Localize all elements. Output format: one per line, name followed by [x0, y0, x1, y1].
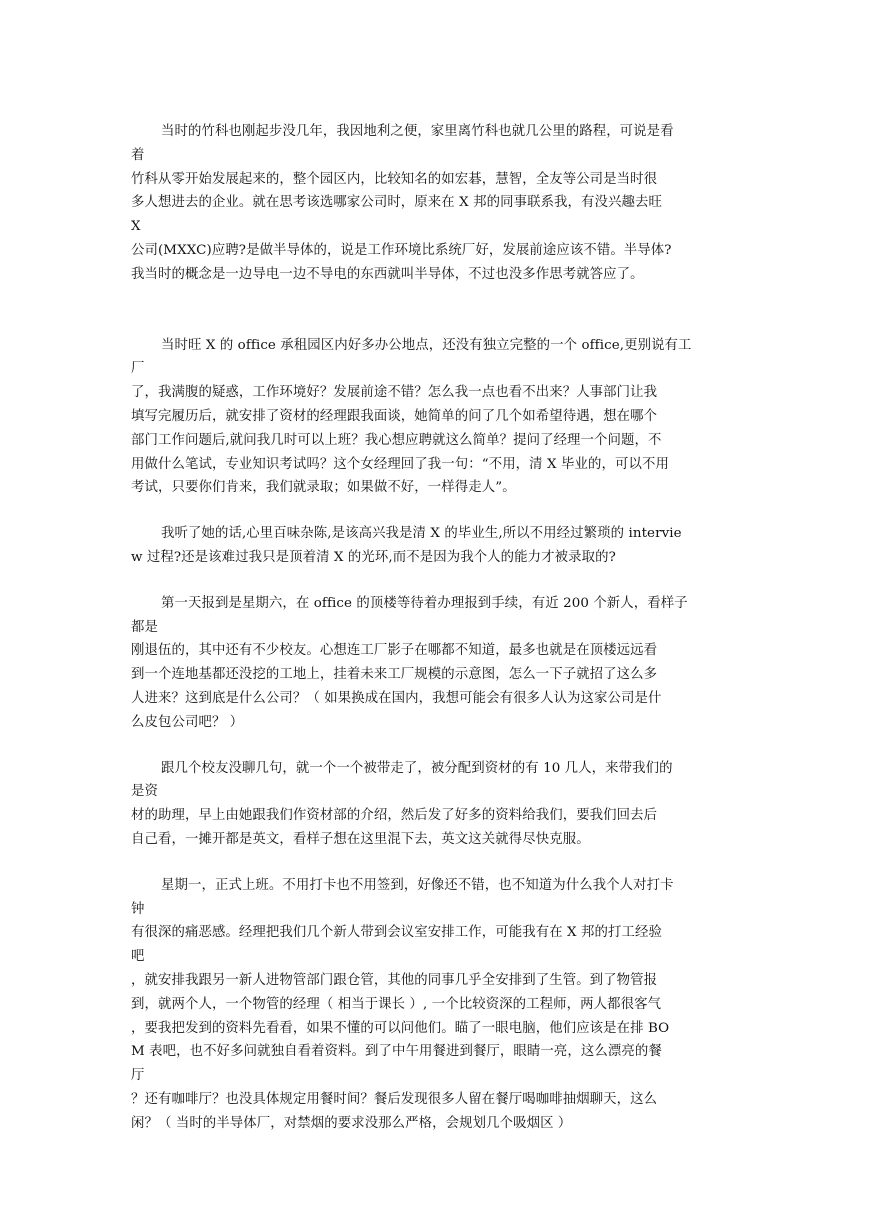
text-line: 星期一，正式上班。不用打卡也不用签到，好像还不错，也不知道为什么我个人对打卡: [161, 877, 674, 893]
paragraph-spacer: [131, 735, 741, 757]
text-line: 自己看，一摊开都是英文，看样子想在这里混下去，英文这关就得尽快克服。: [131, 831, 590, 847]
text-line: 有很深的痛恶感。经理把我们几个新人带到会议室安排工作，可能我有在 X 邦的打工经验: [131, 925, 662, 941]
text-line: X: [131, 219, 141, 235]
text-line: 着: [131, 147, 145, 163]
paragraph-3: [131, 522, 741, 570]
text-line: 都是: [131, 619, 158, 635]
text-line: 厂: [131, 361, 145, 377]
text-line: 第一天报到是星期六，在 office 的顶楼等待着办理报到手续，有近 200 个新人，看样子: [161, 595, 688, 611]
text-line: 到一个连地基都还没挖的工地上，挂着未来工厂规模的示意图，怎么一下子就招了这么多: [131, 667, 658, 683]
paragraph-6: [131, 874, 741, 1136]
text-line: 材的助理，早上由她跟我们作资材部的介绍，然后发了好多的资料给我们，要我们回去后: [131, 808, 658, 824]
paragraph-4: [131, 592, 741, 735]
text-line: 了，我满腹的疑惑，工作环境好？发展前途不错？怎么我一点也看不出来？人事部门让我: [131, 385, 658, 401]
text-line: ，就安排我跟另一新人进物管部门跟仓管，其他的同事几乎全安排到了生管。到了物管报: [131, 972, 658, 988]
text-line: 考试，只要你们肯来，我们就录取；如果做不好，一样得走人”。: [131, 480, 516, 496]
text-line: 竹科从零开始发展起来的，整个园区内，比较知名的如宏碁，慧智，全友等公司是当时很: [131, 171, 658, 187]
text-line: 是资: [131, 784, 158, 800]
text-line: 部门工作问题后,就问我几时可以上班？我心想应聘就这么简单？提问了经理一个问题，不: [131, 432, 662, 448]
text-line: 当时的竹科也刚起步没几年，我因地利之便，家里离竹科也就几公里的路程，可说是看: [161, 124, 674, 139]
paragraph-spacer: [131, 852, 741, 874]
text-line: 多人想进去的企业。就在思考该选哪家公司时，原来在 X 邦的同事联系我，有没兴趣去旺: [131, 195, 662, 211]
text-line: M 表吧，也不好多问就独自看着资料。到了中午用餐进到餐厅，眼睛一亮，这么漂亮的餐: [131, 1044, 662, 1060]
text-line: w 过程?还是该难过我只是顶着清 X 的光环,而不是因为我个人的能力才被录取的?: [131, 549, 616, 565]
text-line: 吧: [131, 949, 145, 965]
paragraph-2: [131, 334, 741, 501]
text-line: 闲？（ 当时的半导体厂，对禁烟的要求没那么严格，会规划几个吸烟区 ）: [131, 1115, 572, 1131]
document-body: [131, 120, 741, 1135]
text-line: 当时旺 X 的 office 承租园区内好多办公地点，还没有独立完整的一个 office,更别说有工: [161, 337, 692, 353]
text-line: ，要我把发到的资料先看看，如果不懂的可以问他们。瞄了一眼电脑，他们应该是在排 BO: [131, 1020, 670, 1036]
text-line: 人进来？这到底是什么公司？（ 如果换成在国内，我想可能会有很多人认为这家公司是什: [131, 690, 662, 706]
text-line: 刚退伍的，其中还有不少校友。心想连工厂影子在哪都不知道，最多也就是在顶楼远远看: [131, 643, 658, 659]
text-line: 用做什么笔试，专业知识考试吗？这个女经理回了我一句：“不用，清 X 毕业的，可以不用: [131, 456, 669, 472]
text-line: 我听了她的话,心里百味杂陈,是该高兴我是清 X 的毕业生,所以不用经过繁琐的 intervie: [161, 526, 682, 542]
paragraph-5: [131, 757, 741, 852]
text-line: 钟: [131, 901, 145, 917]
text-line: 厅: [131, 1068, 145, 1084]
text-line: 填写完履历后，就安排了资材的经理跟我面谈，她简单的问了几个如希望待遇，想在哪个: [131, 408, 658, 424]
paragraph-spacer: [131, 500, 741, 522]
text-line: ？还有咖啡厅？也没具体规定用餐时间？餐后发现很多人留在餐厅喝咖啡抽烟聊天，这么: [131, 1091, 658, 1107]
text-line: 到，就两个人，一个物管的经理（ 相当于课长 ）, 一个比较资深的工程师，两人都很客气: [131, 996, 662, 1012]
text-line: 公司(MXXC)应聘?是做半导体的，说是工作环境比系统厂好，发展前途应该不错。半导体?: [131, 242, 672, 258]
paragraph-1: [131, 120, 741, 287]
text-line: 我当时的概念是一边导电一边不导电的东西就叫半导体，不过也没多作思考就答应了。: [131, 266, 644, 282]
text-line: 跟几个校友没聊几句，就一个一个被带走了，被分配到资材的有 10 几人，来带我们的: [161, 760, 673, 776]
paragraph-spacer: [131, 287, 741, 334]
paragraph-spacer: [131, 570, 741, 592]
text-line: 么皮包公司吧？ ）: [131, 714, 244, 730]
